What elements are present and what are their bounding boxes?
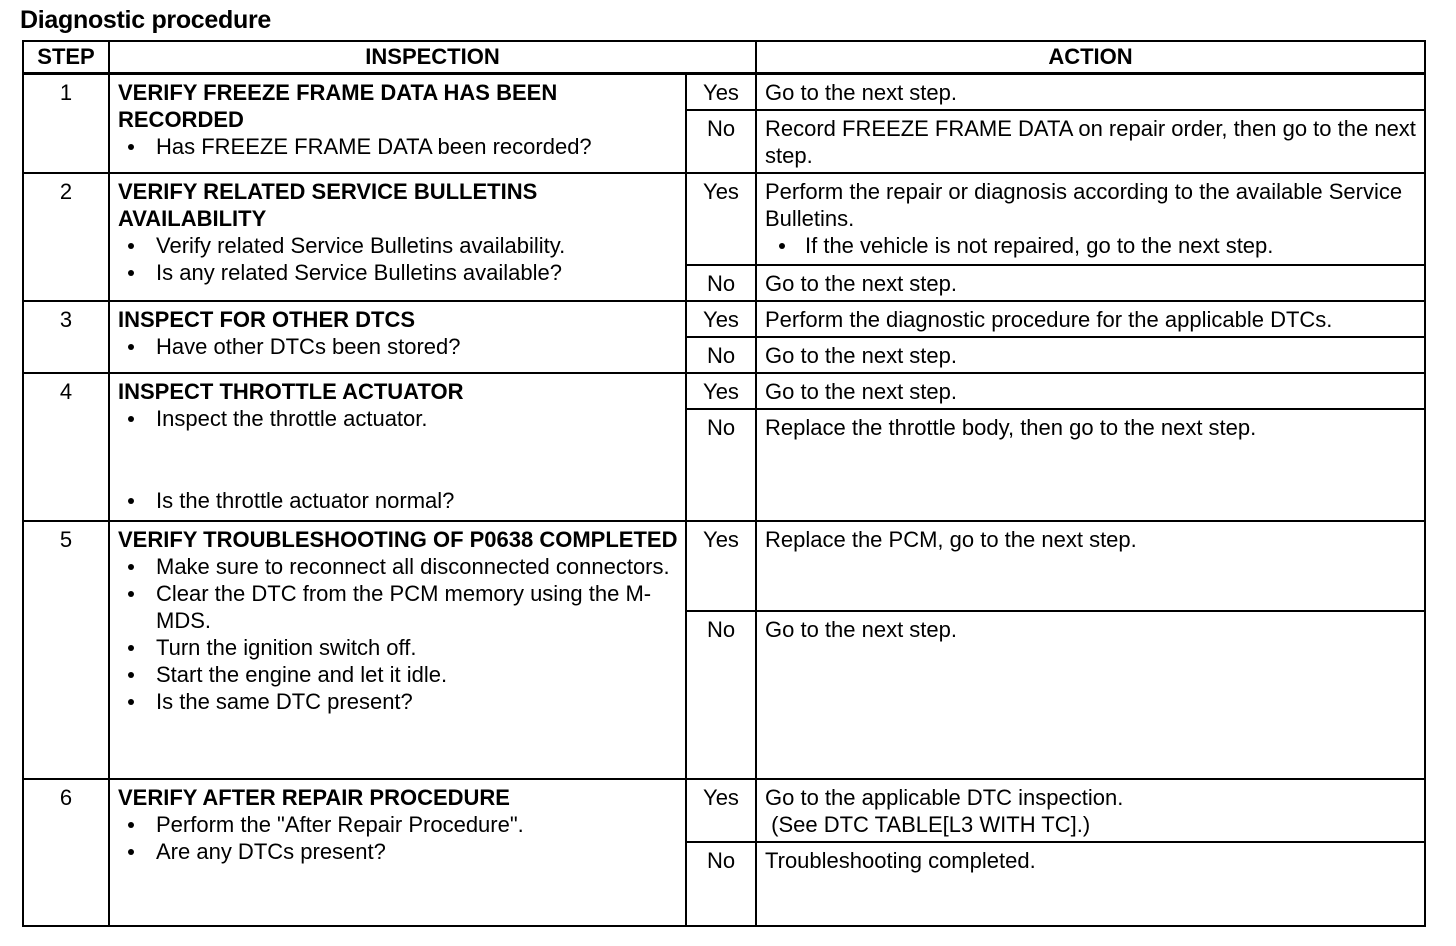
yes-action: Go to the applicable DTC inspection. (See DTC TABLE[L3 WITH TC].) bbox=[756, 779, 1425, 842]
bullet-icon bbox=[128, 416, 134, 422]
yes-label: Yes bbox=[686, 173, 756, 265]
no-label: No bbox=[686, 265, 756, 301]
yes-label: Yes bbox=[686, 779, 756, 842]
bullet-icon bbox=[128, 645, 134, 651]
bullet-icon bbox=[128, 270, 134, 276]
bullet-icon bbox=[128, 672, 134, 678]
header-step: STEP bbox=[23, 41, 109, 74]
table-row bbox=[23, 779, 1425, 842]
yes-label: Yes bbox=[686, 74, 756, 111]
inspection-title: VERIFY TROUBLESHOOTING OF P0638 COMPLETED bbox=[118, 527, 678, 552]
inspection-bullet: Is the throttle actuator normal? bbox=[118, 487, 679, 514]
step-number: 2 bbox=[23, 173, 109, 301]
bullet-icon bbox=[128, 498, 134, 504]
inspection-title: INSPECT FOR OTHER DTCS bbox=[118, 307, 416, 332]
yes-action: Go to the next step. bbox=[756, 373, 1425, 409]
no-action: Go to the next step. bbox=[756, 265, 1425, 301]
bullet-icon bbox=[128, 243, 134, 249]
page-title: Diagnostic procedure bbox=[20, 6, 271, 34]
inspection-title: INSPECT THROTTLE ACTUATOR bbox=[118, 379, 464, 404]
inspection-cell bbox=[109, 74, 686, 174]
no-action: Go to the next step. bbox=[756, 337, 1425, 373]
bullet-icon bbox=[128, 591, 134, 597]
step-number: 3 bbox=[23, 301, 109, 373]
no-label: No bbox=[686, 337, 756, 373]
yes-action: Go to the next step. bbox=[756, 74, 1425, 111]
bullet-icon bbox=[128, 144, 134, 150]
inspection-bullet: Turn the ignition switch off. bbox=[118, 634, 679, 661]
bullet-icon bbox=[128, 822, 134, 828]
yes-action: Replace the PCM, go to the next step. bbox=[756, 521, 1425, 611]
step-number: 1 bbox=[23, 74, 109, 174]
step-number: 6 bbox=[23, 779, 109, 926]
table-row bbox=[23, 521, 1425, 611]
no-action: Go to the next step. bbox=[756, 611, 1425, 779]
no-label: No bbox=[686, 842, 756, 926]
bullet-icon bbox=[128, 564, 134, 570]
inspection-bullet: Start the engine and let it idle. bbox=[118, 661, 679, 688]
header-action: ACTION bbox=[756, 41, 1425, 74]
no-label: No bbox=[686, 110, 756, 173]
inspection-cell bbox=[109, 779, 686, 926]
inspection-bullet: Is any related Service Bulletins available? bbox=[118, 259, 679, 286]
inspection-bullet: Is the same DTC present? bbox=[118, 688, 679, 715]
inspection-bullet: Make sure to reconnect all disconnected connectors. bbox=[118, 553, 679, 580]
table-row bbox=[23, 173, 1425, 265]
step-number: 4 bbox=[23, 373, 109, 521]
table-row bbox=[23, 301, 1425, 337]
inspection-bullet: Verify related Service Bulletins availability. bbox=[118, 232, 679, 259]
inspection-cell bbox=[109, 373, 686, 521]
yes-label: Yes bbox=[686, 373, 756, 409]
bullet-icon bbox=[128, 699, 134, 705]
yes-label: Yes bbox=[686, 301, 756, 337]
inspection-bullet: Clear the DTC from the PCM memory using the M-MDS. bbox=[118, 580, 679, 634]
table-row bbox=[23, 74, 1425, 111]
inspection-title: VERIFY FREEZE FRAME DATA HAS BEEN RECORDED bbox=[118, 80, 558, 132]
inspection-title: VERIFY RELATED SERVICE BULLETINS AVAILABILITY bbox=[118, 179, 538, 231]
inspection-bullet: Have other DTCs been stored? bbox=[118, 333, 679, 360]
yes-action: Perform the diagnostic procedure for the applicable DTCs. bbox=[756, 301, 1425, 337]
inspection-cell bbox=[109, 173, 686, 301]
inspection-cell bbox=[109, 521, 686, 779]
step-number: 5 bbox=[23, 521, 109, 779]
header-row bbox=[23, 41, 1425, 74]
bullet-icon bbox=[128, 344, 134, 350]
no-label: No bbox=[686, 409, 756, 521]
yes-action: Perform the repair or diagnosis according to the available Service Bulletins. If the vehicle is not repaired, go to the next step. bbox=[756, 173, 1425, 265]
yes-label: Yes bbox=[686, 521, 756, 611]
inspection-bullet: Are any DTCs present? bbox=[118, 838, 679, 865]
inspection-bullet: Inspect the throttle actuator. bbox=[118, 405, 679, 432]
no-action: Record FREEZE FRAME DATA on repair order, then go to the next step. bbox=[756, 110, 1425, 173]
no-action: Replace the throttle body, then go to the next step. bbox=[756, 409, 1425, 521]
bullet-icon bbox=[779, 243, 785, 249]
no-action: Troubleshooting completed. bbox=[756, 842, 1425, 926]
inspection-title: VERIFY AFTER REPAIR PROCEDURE bbox=[118, 785, 510, 810]
table-row bbox=[23, 373, 1425, 409]
header-inspection: INSPECTION bbox=[109, 41, 756, 74]
diagnostic-table bbox=[22, 40, 1426, 927]
bullet-icon bbox=[128, 849, 134, 855]
inspection-bullet: Has FREEZE FRAME DATA been recorded? bbox=[118, 133, 679, 160]
action-bullet: If the vehicle is not repaired, go to the next step. bbox=[765, 232, 1418, 259]
inspection-bullet: Perform the "After Repair Procedure". bbox=[118, 811, 679, 838]
inspection-cell bbox=[109, 301, 686, 373]
no-label: No bbox=[686, 611, 756, 779]
